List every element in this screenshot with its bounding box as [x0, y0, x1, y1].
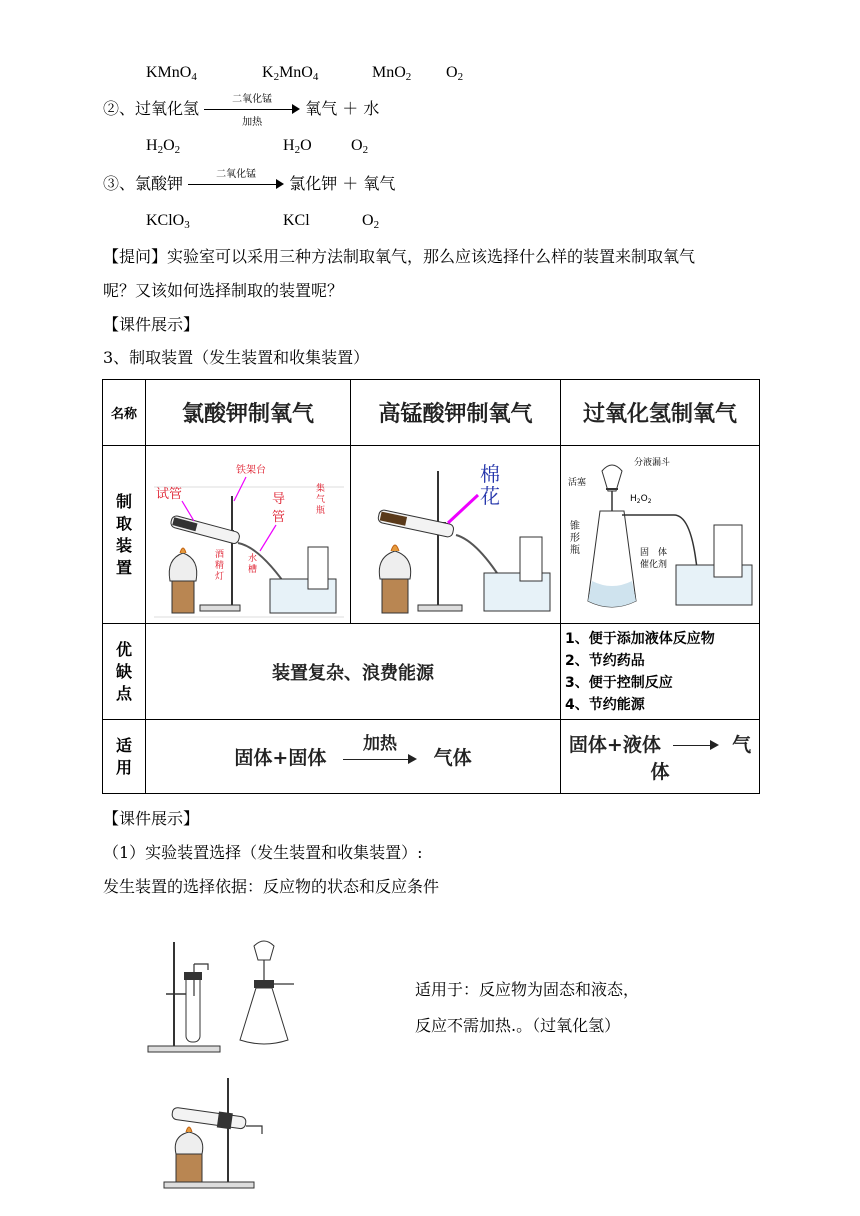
- label-catalyst-1: 固 体: [640, 547, 668, 558]
- row-label-suit: 适 用: [103, 720, 146, 794]
- header-h2o2: 过氧化氢制氧气: [561, 380, 760, 446]
- label-flask-3: 瓶: [570, 544, 580, 556]
- label-bottle-1: 集: [316, 483, 326, 494]
- label-lamp-1: 酒: [215, 549, 225, 560]
- label-cotton-1: 棉: [479, 461, 500, 486]
- list-item: 3、便于控制反应: [565, 674, 673, 691]
- label-h2o2: $H_2O_2$: [630, 493, 652, 505]
- label-flask-1: 锥: [570, 520, 580, 532]
- header-kmno4: 高锰酸钾制氧气: [351, 380, 561, 446]
- label-lamp-3: 灯: [215, 571, 225, 582]
- formula-o2: $O_2$: [446, 64, 464, 83]
- section-heading: 3、制取装置（发生装置和收集装置）: [103, 348, 370, 367]
- kclo3-apparatus-drawing: [150, 451, 346, 619]
- reaction-3: ③、氯酸钾 二氧化锰 氯化钾 ＋ 氧气: [103, 168, 396, 193]
- reaction-arrow: 二氧化锰 加热: [204, 102, 300, 118]
- solid-heating-apparatus-drawing: [158, 1074, 278, 1196]
- header-kclo3: 氯酸钾制氧气: [146, 380, 351, 446]
- suitable-line-1: 适用于：反应物为固态和液态，: [415, 980, 640, 999]
- table-row: [103, 720, 760, 794]
- label-flask-2: 形: [570, 532, 580, 544]
- formula-mno2: MnO$_2$: [372, 64, 412, 83]
- table-row: [103, 380, 760, 446]
- heat-arrow: 加热: [343, 749, 417, 769]
- header-name: 名称: [103, 380, 146, 446]
- list-item: 4、节约能源: [565, 696, 645, 713]
- label-lamp-2: 精: [215, 560, 225, 571]
- list-item: 1、便于添加液体反应物: [565, 630, 715, 647]
- label-funnel: 分液漏斗: [634, 457, 671, 468]
- label-trough-2: 槽: [248, 564, 258, 575]
- label-cotton-2: 花: [479, 483, 500, 508]
- figure-h2o2-apparatus: [561, 446, 760, 624]
- courseware-heading: 【课件展示】: [103, 315, 200, 334]
- formula-o2-2: $O_2$: [351, 137, 369, 156]
- reaction-arrow: [673, 735, 719, 755]
- figure-kclo3-apparatus: [146, 446, 351, 624]
- advantages-cell: [561, 624, 760, 720]
- suit-solid-liquid: 固体+液体 气体: [561, 720, 760, 794]
- label-pipe-1: 导: [272, 491, 286, 507]
- label-test-tube: 试管: [156, 486, 183, 502]
- label-iron-stand: 铁架台: [236, 464, 266, 476]
- row-label-proscons: 优 缺 点: [103, 624, 146, 720]
- suitable-line-2: 反应不需加热.。（过氧化氢）: [415, 1016, 621, 1035]
- label-bottle-3: 瓶: [316, 505, 326, 516]
- selection-title: （1）实验装置选择（发生装置和收集装置）:: [103, 843, 423, 862]
- formula-h2o2: $H_2O_2$: [146, 137, 181, 156]
- apparatus-table: [102, 379, 760, 794]
- label-pipe-2: 管: [272, 509, 286, 525]
- cons-cell: 装置复杂、浪费能源: [146, 624, 561, 720]
- suit-solid-solid: 固体+固体 加热 气体: [146, 720, 561, 794]
- question-line-2: 呢？又该如何选择制取的装置呢？: [103, 281, 344, 300]
- courseware-heading-2: 【课件展示】: [103, 809, 200, 828]
- label-bottle-2: 气: [316, 494, 326, 505]
- formula-kclo3: KClO$_3$: [146, 212, 190, 231]
- formula-k2mno4: $K_2MnO_4$: [262, 64, 319, 83]
- question-line-1: 【提问】实验室可以采用三种方法制取氧气，那么应该选择什么样的装置来制取氧气: [103, 247, 696, 266]
- formula-kmno4: KMnO$_4$: [146, 64, 197, 83]
- label-catalyst-2: 催化剂: [640, 559, 668, 570]
- formula-h2o: $H_2O$: [283, 137, 312, 156]
- figure-kmno4-apparatus: [351, 446, 561, 624]
- h2o2-apparatus-drawing: [564, 451, 756, 619]
- reaction-arrow: 二氧化锰: [188, 177, 284, 193]
- selection-basis: 发生装置的选择依据：反应物的状态和反应条件: [103, 877, 440, 896]
- label-trough-1: 水: [248, 553, 258, 564]
- formula-kcl: KCl: [283, 212, 310, 229]
- table-row: [103, 446, 760, 624]
- table-row: [103, 624, 760, 720]
- reaction-2: ②、过氧化氢 二氧化锰 加热 氧气 ＋ 水: [103, 93, 380, 128]
- label-stopper: 活塞: [568, 477, 587, 488]
- list-item: 2、节约药品: [565, 652, 645, 669]
- kmno4-apparatus-drawing: [356, 451, 556, 619]
- formula-o2-3: $O_2$: [362, 212, 380, 231]
- row-label-device: 制 取 装 置: [103, 446, 146, 624]
- solid-liquid-apparatus-drawing: [144, 936, 364, 1056]
